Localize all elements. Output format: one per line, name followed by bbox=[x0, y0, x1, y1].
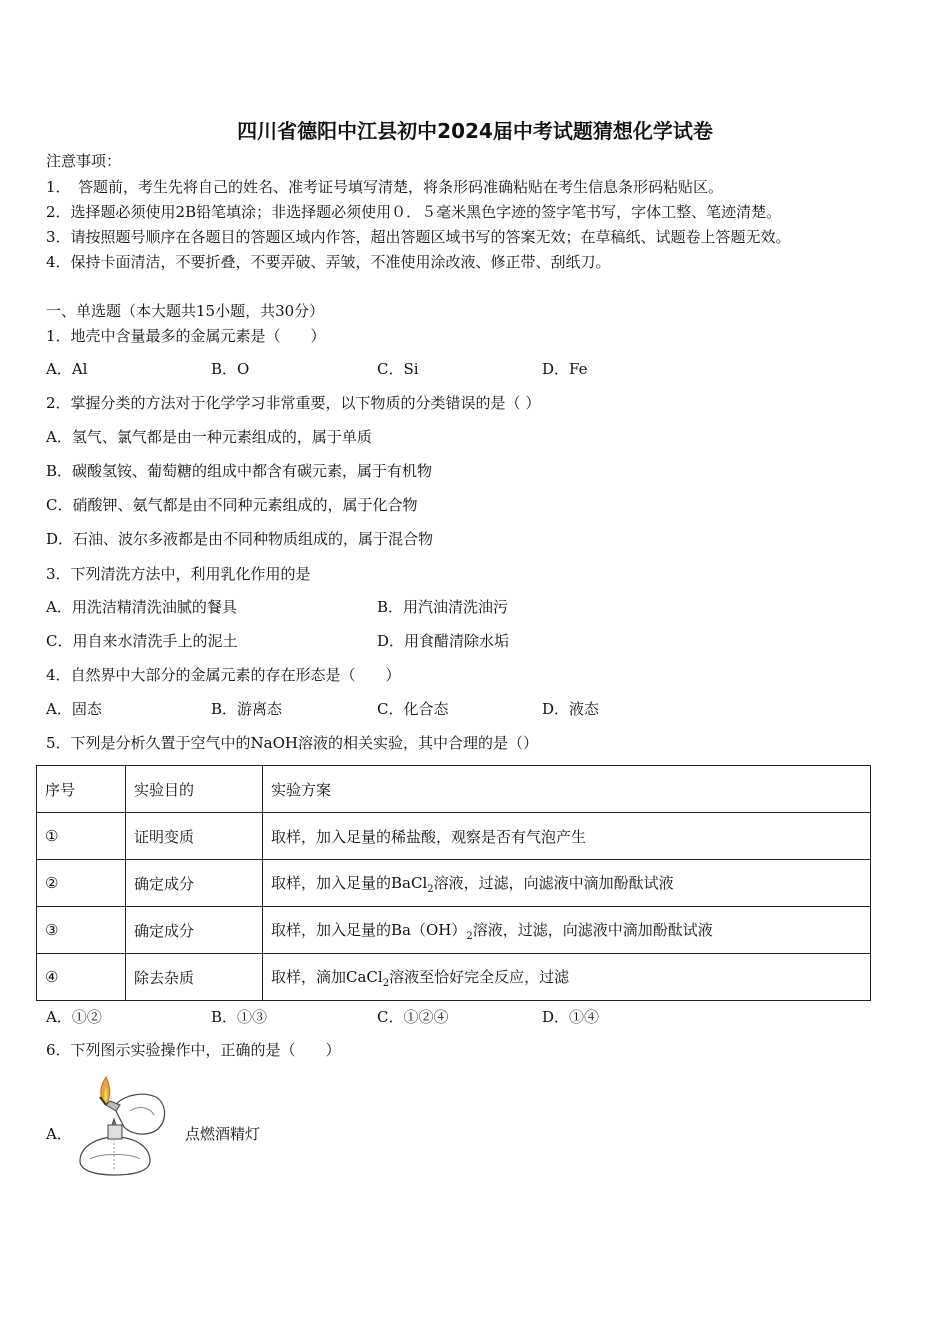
table-row bbox=[37, 954, 871, 1001]
q4-option-b: B．游离态 bbox=[211, 700, 283, 718]
q3-option-a: A．用洗洁精清洗油腻的餐具 bbox=[46, 598, 237, 616]
q5-option-c: C．①②④ bbox=[377, 1008, 449, 1026]
plan-text-cont: 溶液，过滤，向滤液中滴加酚酞试液 bbox=[433, 873, 674, 892]
row-plan bbox=[263, 954, 871, 1001]
notice-item-4: 4．保持卡面清洁，不要折叠，不要弄破、弄皱，不准使用涂改液、修正带、刮纸刀。 bbox=[46, 253, 611, 271]
q4-option-d: D．液态 bbox=[542, 700, 600, 718]
q6-option-a-caption: 点燃酒精灯 bbox=[185, 1125, 261, 1143]
q2-option-d: D．石油、波尔多液都是由不同种物质组成的，属于混合物 bbox=[46, 530, 434, 548]
notice-item-1: 1． 答题前，考生先将自己的姓名、准考证号填写清楚，将条形码准确粘贴在考生信息条形码粘贴区。 bbox=[46, 178, 724, 196]
row-purpose: 证明变质 bbox=[126, 813, 263, 860]
header-no: 序号 bbox=[37, 766, 126, 813]
table-row bbox=[37, 860, 871, 907]
row-purpose: 确定成分 bbox=[126, 907, 263, 954]
experiment-table bbox=[36, 765, 871, 1001]
row-purpose: 除去杂质 bbox=[126, 954, 263, 1001]
subscript: 2 bbox=[427, 883, 434, 895]
q1-option-a: A．Al bbox=[46, 360, 88, 378]
row-no: ① bbox=[37, 813, 126, 860]
question-3-stem: 3．下列清洗方法中，利用乳化作用的是 bbox=[46, 565, 311, 583]
question-6-stem: 6．下列图示实验操作中，正确的是（ ） bbox=[46, 1041, 341, 1059]
header-plan: 实验方案 bbox=[263, 766, 871, 813]
plan-text-cont: 溶液，过滤，向滤液中滴加酚酞试液 bbox=[472, 920, 713, 939]
table-header-row bbox=[37, 766, 871, 813]
question-2-stem: 2．掌握分类的方法对于化学学习非常重要，以下物质的分类错误的是（ ） bbox=[46, 394, 541, 412]
q1-option-b: B．O bbox=[211, 360, 250, 378]
notice-heading: 注意事项： bbox=[46, 152, 122, 170]
row-plan bbox=[263, 907, 871, 954]
table-row bbox=[37, 907, 871, 954]
row-plan bbox=[263, 813, 871, 860]
notice-item-3: 3．请按照题号顺序在各题目的答题区域内作答，超出答题区域书写的答案无效；在草稿纸、试题卷上答题无效。 bbox=[46, 228, 791, 246]
q5-option-a: A．①② bbox=[46, 1008, 102, 1026]
section-heading: 一、单选题（本大题共15小题，共30分） bbox=[46, 302, 325, 320]
row-no: ④ bbox=[37, 954, 126, 1001]
q2-option-c: C．硝酸钾、氨气都是由不同种元素组成的，属于化合物 bbox=[46, 496, 418, 514]
page-title: 四川省德阳中江县初中2024届中考试题猜想化学试卷 bbox=[237, 119, 713, 143]
q4-option-a: A．固态 bbox=[46, 700, 102, 718]
table-row bbox=[37, 813, 871, 860]
question-4-stem: 4．自然界中大部分的金属元素的存在形态是（ ） bbox=[46, 666, 401, 684]
question-5-stem: 5．下列是分析久置于空气中的NaOH溶液的相关实验，其中合理的是（） bbox=[46, 734, 538, 752]
q5-option-d: D．①④ bbox=[542, 1008, 600, 1026]
plan-text: 取样，加入足量的稀盐酸，观察是否有气泡产生 bbox=[271, 827, 587, 846]
notice-item-2: 2．选择题必须使用2B铅笔填涂；非选择题必须使用０．５毫米黑色字迹的签字笔书写，字体工整、笔迹清楚。 bbox=[46, 203, 782, 221]
alcohol-lamp-illustration bbox=[70, 1075, 170, 1180]
q4-option-c: C．化合态 bbox=[377, 700, 449, 718]
q2-option-b: B．碳酸氢铵、葡萄糖的组成中都含有碳元素，属于有机物 bbox=[46, 462, 433, 480]
subscript: 2 bbox=[466, 930, 473, 942]
q2-option-a: A．氢气、氯气都是由一种元素组成的，属于单质 bbox=[46, 428, 372, 446]
plan-text: 取样，滴加CaCl bbox=[271, 967, 383, 986]
q1-option-c: C．Si bbox=[377, 360, 419, 378]
plan-text: 取样，加入足量的BaCl bbox=[271, 873, 428, 892]
q6-option-a-label: A． bbox=[46, 1125, 72, 1143]
plan-text: 取样，加入足量的Ba（OH） bbox=[271, 920, 467, 939]
q1-option-d: D．Fe bbox=[542, 360, 588, 378]
row-plan bbox=[263, 860, 871, 907]
row-no: ③ bbox=[37, 907, 126, 954]
row-purpose: 确定成分 bbox=[126, 860, 263, 907]
q3-option-d: D．用食醋清除水垢 bbox=[377, 632, 510, 650]
plan-text-cont: 溶液至恰好完全反应，过滤 bbox=[389, 967, 570, 986]
question-1-stem: 1．地壳中含量最多的金属元素是（ ） bbox=[46, 327, 326, 345]
subscript: 2 bbox=[382, 977, 390, 989]
header-purpose: 实验目的 bbox=[126, 766, 263, 813]
q5-option-b: B．①③ bbox=[211, 1008, 268, 1026]
q3-option-c: C．用自来水清洗手上的泥土 bbox=[46, 632, 238, 650]
q3-option-b: B．用汽油清洗油污 bbox=[377, 598, 509, 616]
row-no: ② bbox=[37, 860, 126, 907]
